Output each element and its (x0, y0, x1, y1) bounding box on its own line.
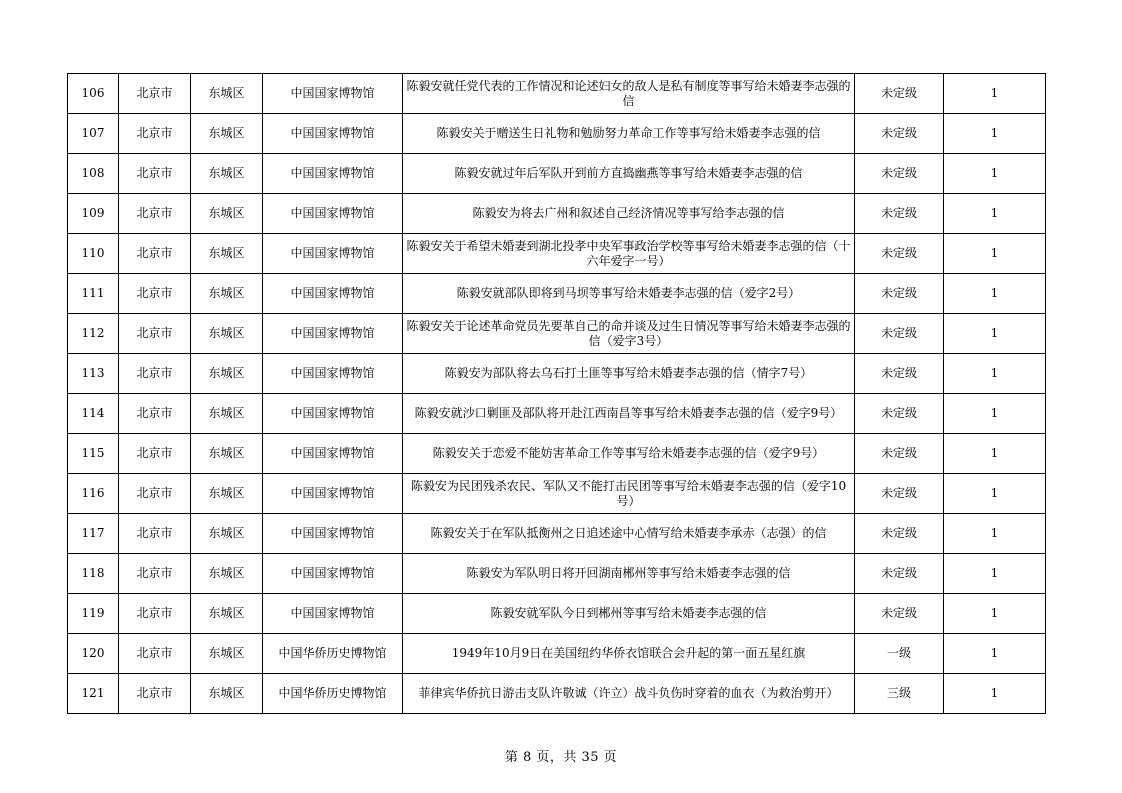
table-row (68, 234, 1046, 274)
museum-cell: 中国国家博物馆 (263, 594, 403, 634)
quantity-cell: 1 (944, 594, 1046, 634)
row-number-cell: 107 (68, 114, 119, 154)
relic-name-cell: 陈毅安就过年后军队开到前方直捣幽燕等事写给未婚妻李志强的信 (403, 154, 855, 194)
table-row (68, 314, 1046, 354)
grade-cell: 未定级 (855, 274, 944, 314)
grade-cell: 未定级 (855, 434, 944, 474)
relic-name-cell: 陈毅安为将去广州和叙述自己经济情况等事写给李志强的信 (403, 194, 855, 234)
district-cell: 东城区 (191, 474, 263, 514)
table-row (68, 594, 1046, 634)
relics-table-body (68, 74, 1046, 714)
district-cell: 东城区 (191, 234, 263, 274)
grade-cell: 未定级 (855, 354, 944, 394)
grade-cell: 未定级 (855, 154, 944, 194)
relic-name-cell: 陈毅安关于论述革命党员先要革自己的命并谈及过生日情况等事写给未婚妻李志强的信（爱字3号） (403, 314, 855, 354)
province-cell: 北京市 (119, 594, 191, 634)
museum-cell: 中国国家博物馆 (263, 194, 403, 234)
relic-name-cell: 菲律宾华侨抗日游击支队许敬诚（许立）战斗负伤时穿着的血衣（为救治剪开） (403, 674, 855, 714)
relic-name-cell: 陈毅安关于恋爱不能妨害革命工作等事写给未婚妻李志强的信（爱字9号） (403, 434, 855, 474)
province-cell: 北京市 (119, 394, 191, 434)
relic-name-cell: 陈毅安为军队明日将开回湖南郴州等事写给未婚妻李志强的信 (403, 554, 855, 594)
table-row (68, 514, 1046, 554)
province-cell: 北京市 (119, 114, 191, 154)
district-cell: 东城区 (191, 354, 263, 394)
relic-name-cell: 1949年10月9日在美国纽约华侨衣馆联合会升起的第一面五星红旗 (403, 634, 855, 674)
row-number-cell: 106 (68, 74, 119, 114)
museum-cell: 中国华侨历史博物馆 (263, 634, 403, 674)
province-cell: 北京市 (119, 234, 191, 274)
row-number-cell: 119 (68, 594, 119, 634)
district-cell: 东城区 (191, 74, 263, 114)
relic-name-cell: 陈毅安就任党代表的工作情况和论述妇女的敌人是私有制度等事写给未婚妻李志强的信 (403, 74, 855, 114)
grade-cell: 未定级 (855, 594, 944, 634)
grade-cell: 未定级 (855, 314, 944, 354)
district-cell: 东城区 (191, 554, 263, 594)
quantity-cell: 1 (944, 74, 1046, 114)
museum-cell: 中国国家博物馆 (263, 114, 403, 154)
quantity-cell: 1 (944, 434, 1046, 474)
relic-name-cell: 陈毅安为民团残杀农民、军队又不能打击民团等事写给未婚妻李志强的信（爱字10号） (403, 474, 855, 514)
grade-cell: 未定级 (855, 194, 944, 234)
grade-cell: 未定级 (855, 554, 944, 594)
district-cell: 东城区 (191, 114, 263, 154)
province-cell: 北京市 (119, 194, 191, 234)
grade-cell: 未定级 (855, 474, 944, 514)
quantity-cell: 1 (944, 274, 1046, 314)
district-cell: 东城区 (191, 514, 263, 554)
grade-cell: 未定级 (855, 394, 944, 434)
quantity-cell: 1 (944, 394, 1046, 434)
quantity-cell: 1 (944, 194, 1046, 234)
quantity-cell: 1 (944, 114, 1046, 154)
district-cell: 东城区 (191, 594, 263, 634)
grade-cell: 未定级 (855, 514, 944, 554)
table-row (68, 394, 1046, 434)
relic-name-cell: 陈毅安关于在军队抵衡州之日追述途中心情写给未婚妻李承赤（志强）的信 (403, 514, 855, 554)
province-cell: 北京市 (119, 634, 191, 674)
grade-cell: 三级 (855, 674, 944, 714)
district-cell: 东城区 (191, 154, 263, 194)
quantity-cell: 1 (944, 674, 1046, 714)
row-number-cell: 109 (68, 194, 119, 234)
museum-cell: 中国国家博物馆 (263, 394, 403, 434)
grade-cell: 未定级 (855, 114, 944, 154)
table-row (68, 674, 1046, 714)
quantity-cell: 1 (944, 314, 1046, 354)
quantity-cell: 1 (944, 514, 1046, 554)
row-number-cell: 118 (68, 554, 119, 594)
row-number-cell: 113 (68, 354, 119, 394)
row-number-cell: 114 (68, 394, 119, 434)
row-number-cell: 116 (68, 474, 119, 514)
museum-cell: 中国国家博物馆 (263, 274, 403, 314)
row-number-cell: 120 (68, 634, 119, 674)
quantity-cell: 1 (944, 554, 1046, 594)
museum-cell: 中国国家博物馆 (263, 314, 403, 354)
province-cell: 北京市 (119, 314, 191, 354)
museum-cell: 中国国家博物馆 (263, 434, 403, 474)
relic-name-cell: 陈毅安就军队今日到郴州等事写给未婚妻李志强的信 (403, 594, 855, 634)
province-cell: 北京市 (119, 674, 191, 714)
row-number-cell: 121 (68, 674, 119, 714)
row-number-cell: 117 (68, 514, 119, 554)
row-number-cell: 111 (68, 274, 119, 314)
quantity-cell: 1 (944, 474, 1046, 514)
museum-cell: 中国华侨历史博物馆 (263, 674, 403, 714)
quantity-cell: 1 (944, 154, 1046, 194)
province-cell: 北京市 (119, 154, 191, 194)
museum-cell: 中国国家博物馆 (263, 474, 403, 514)
table-row (68, 554, 1046, 594)
row-number-cell: 112 (68, 314, 119, 354)
province-cell: 北京市 (119, 274, 191, 314)
province-cell: 北京市 (119, 434, 191, 474)
grade-cell: 未定级 (855, 234, 944, 274)
table-row (68, 634, 1046, 674)
relic-name-cell: 陈毅安就沙口剿匪及部队将开赴江西南昌等事写给未婚妻李志强的信（爱字9号） (403, 394, 855, 434)
district-cell: 东城区 (191, 314, 263, 354)
province-cell: 北京市 (119, 74, 191, 114)
table-row (68, 434, 1046, 474)
relic-name-cell: 陈毅安关于希望未婚妻到湖北投孝中央军事政治学校等事写给未婚妻李志强的信（十六年爱字一号） (403, 234, 855, 274)
province-cell: 北京市 (119, 554, 191, 594)
museum-cell: 中国国家博物馆 (263, 74, 403, 114)
relic-name-cell: 陈毅安关于赠送生日礼物和勉励努力革命工作等事写给未婚妻李志强的信 (403, 114, 855, 154)
row-number-cell: 115 (68, 434, 119, 474)
quantity-cell: 1 (944, 354, 1046, 394)
museum-cell: 中国国家博物馆 (263, 154, 403, 194)
relics-table (67, 73, 1046, 714)
grade-cell: 未定级 (855, 74, 944, 114)
quantity-cell: 1 (944, 234, 1046, 274)
province-cell: 北京市 (119, 474, 191, 514)
table-row (68, 114, 1046, 154)
grade-cell: 一级 (855, 634, 944, 674)
museum-cell: 中国国家博物馆 (263, 234, 403, 274)
province-cell: 北京市 (119, 354, 191, 394)
museum-cell: 中国国家博物馆 (263, 354, 403, 394)
relic-name-cell: 陈毅安就部队即将到马坝等事写给未婚妻李志强的信（爱字2号） (403, 274, 855, 314)
district-cell: 东城区 (191, 674, 263, 714)
relic-name-cell: 陈毅安为部队将去乌石打土匪等事写给未婚妻李志强的信（情字7号） (403, 354, 855, 394)
district-cell: 东城区 (191, 194, 263, 234)
row-number-cell: 108 (68, 154, 119, 194)
museum-cell: 中国国家博物馆 (263, 554, 403, 594)
museum-cell: 中国国家博物馆 (263, 514, 403, 554)
row-number-cell: 110 (68, 234, 119, 274)
district-cell: 东城区 (191, 434, 263, 474)
table-row (68, 274, 1046, 314)
district-cell: 东城区 (191, 274, 263, 314)
table-row (68, 74, 1046, 114)
district-cell: 东城区 (191, 634, 263, 674)
page-footer: 第 8 页，共 35 页 (504, 750, 618, 765)
province-cell: 北京市 (119, 514, 191, 554)
quantity-cell: 1 (944, 634, 1046, 674)
table-row (68, 354, 1046, 394)
district-cell: 东城区 (191, 394, 263, 434)
table-row (68, 194, 1046, 234)
table-row (68, 474, 1046, 514)
table-row (68, 154, 1046, 194)
